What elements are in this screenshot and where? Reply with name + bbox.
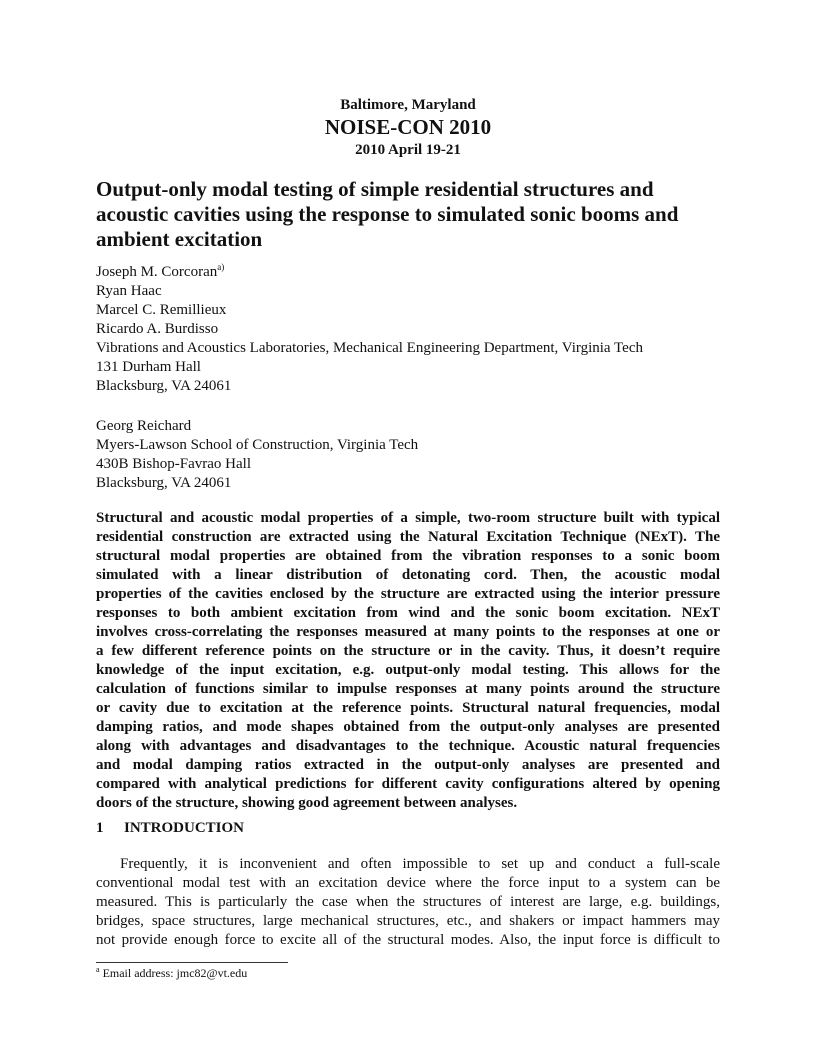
abstract-line: simulated with a linear distribution of detonating cord. Then, the acoustic modal <box>96 567 720 583</box>
author-line: Ryan Haac <box>96 283 162 299</box>
abstract-line: doors of the structure, showing good agreement between analyses. <box>96 795 518 811</box>
abstract-line: structural modal properties are obtained from the vibration responses to a sonic boom <box>96 548 720 564</box>
abstract-line: along with advantages and disadvantages to the technique. Acoustic natural frequencies <box>96 738 720 754</box>
footnote-divider <box>96 962 288 963</box>
abstract-line: knowledge of the input excitation, e.g. output-only modal testing. This allows for the <box>96 662 720 678</box>
title-line: ambient excitation <box>96 227 263 251</box>
abstract <box>96 509 720 813</box>
abstract-line: compared with analytical predictions for different cavity configurations altered by opening <box>96 776 720 792</box>
abstract-line: residential construction are extracted using the Natural Excitation Technique (NExT). The <box>96 529 720 545</box>
abstract-line: and modal damping ratios extracted in the output-only analyses are presented and <box>96 757 720 773</box>
address-line: 430B Bishop-Favrao Hall <box>96 456 251 472</box>
abstract-line: responses to both ambient excitation from wind and the sonic boom excitation. NExT <box>96 605 720 621</box>
body-line: not provide enough force to excite all of the structural modes. Also, the input force is difficult to <box>96 932 720 948</box>
body-line: bridges, space structures, large mechanical structures, etc., and shakers or impact hammers may <box>96 913 720 929</box>
title-line: acoustic cavities using the response to simulated sonic booms and <box>96 202 679 226</box>
body-line: Frequently, it is inconvenient and often impossible to set up and conduct a full-scale <box>120 856 720 872</box>
author-line: Marcel C. Remillieux <box>96 302 227 318</box>
author-block-2 <box>96 417 720 493</box>
abstract-line: properties of the cavities enclosed by the structure are extracted using the interior pressure <box>96 586 720 602</box>
paper-title <box>96 177 720 252</box>
title-line: Output-only modal testing of simple residential structures and <box>96 177 654 201</box>
abstract-line: a few different reference points on the structure or in the cavity. Thus, it doesn’t require <box>96 643 720 659</box>
conference-location: Baltimore, Maryland <box>340 97 476 113</box>
abstract-line: calculation of functions similar to impulse responses at many points around the structure <box>96 681 720 697</box>
introduction-text <box>96 855 720 950</box>
footnote-marker: a <box>96 965 100 974</box>
section-number: 1 <box>96 820 104 836</box>
section-title: INTRODUCTION <box>124 820 245 836</box>
author-line: Ricardo A. Burdisso <box>96 321 219 337</box>
conference-name: NOISE-CON 2010 <box>324 115 492 139</box>
address-line: 131 Durham Hall <box>96 359 201 375</box>
first-author: Joseph M. Corcoran <box>96 264 218 280</box>
abstract-line: damping ratios, and mode shapes obtained from the output-only analyses are presented <box>96 719 720 735</box>
abstract-line: Structural and acoustic modal properties of a simple, two-room structure built with typical <box>96 510 720 526</box>
abstract-line: involves cross-correlating the responses measured at many points to the responses at one or <box>96 624 720 640</box>
author-line: Georg Reichard <box>96 418 192 434</box>
footnote-text: Email address: jmc82@vt.edu <box>102 966 248 980</box>
address-line: Blacksburg, VA 24061 <box>96 378 232 394</box>
section-heading <box>96 819 244 838</box>
conference-date: 2010 April 19-21 <box>355 142 461 158</box>
author-line <box>96 263 720 282</box>
affiliation-line: Vibrations and Acoustics Laboratories, Mechanical Engineering Department, Virginia Tech <box>96 340 643 356</box>
author-block-1 <box>96 263 720 396</box>
abstract-line: or cavity due to excitation at the reference points. Structural natural frequencies, modal <box>96 700 720 716</box>
body-line: conventional modal test with an excitation device where the force input to a system can be <box>96 875 720 891</box>
affiliation-line: Myers-Lawson School of Construction, Virginia Tech <box>96 437 419 453</box>
address-line: Blacksburg, VA 24061 <box>96 475 232 491</box>
body-line: measured. This is particularly the case when the structures of interest are large, e.g. buildings, <box>96 894 720 910</box>
footnote-marker: a) <box>217 262 225 272</box>
footnote <box>96 966 247 980</box>
